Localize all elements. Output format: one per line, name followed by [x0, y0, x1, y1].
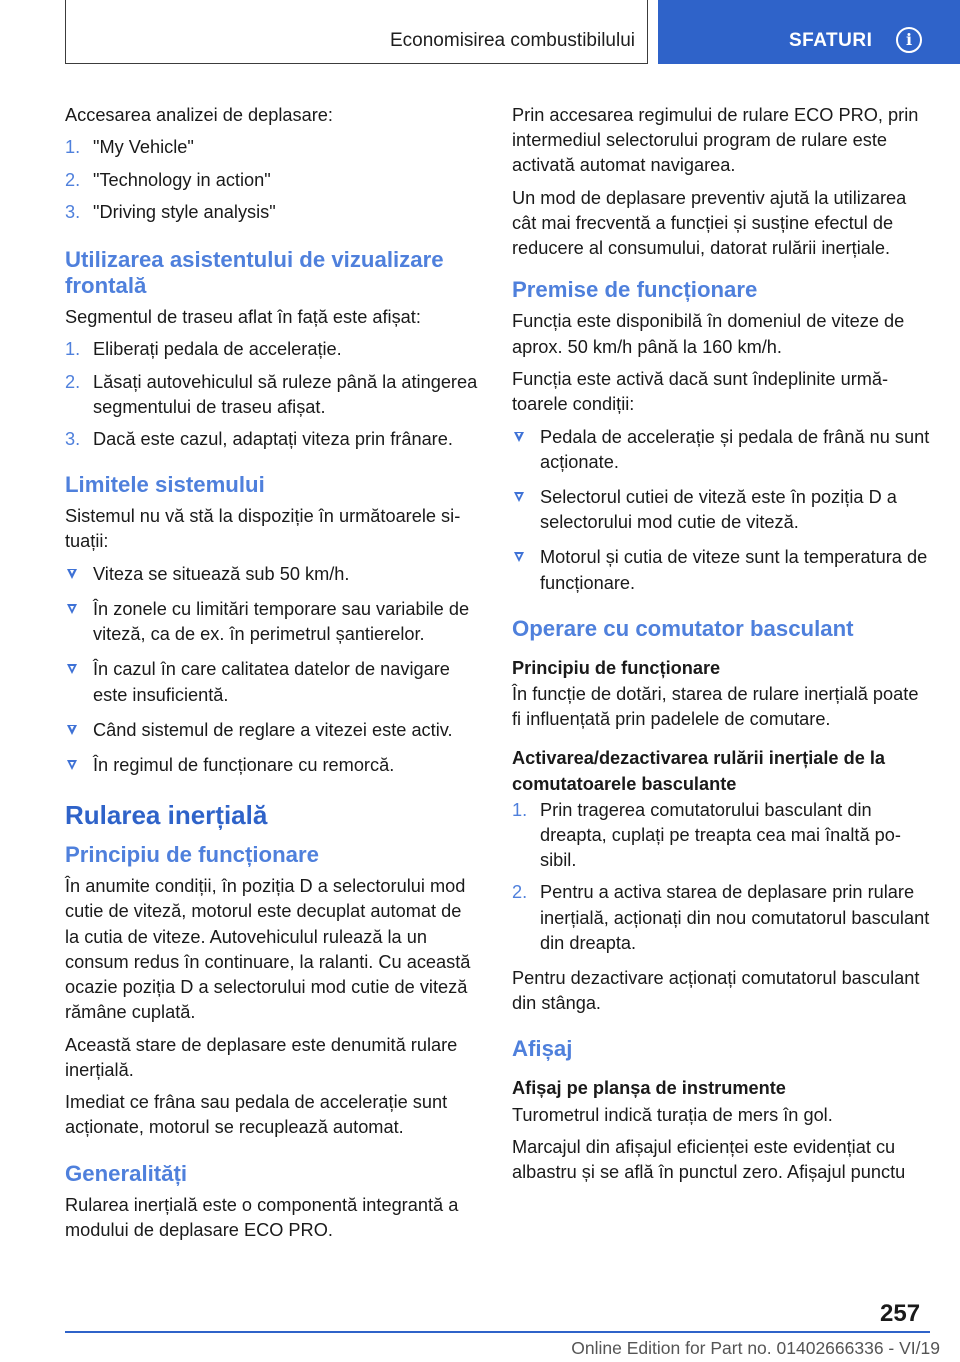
rocker-paragraph: Pentru dezactivare acționați comutatorul basculant din stânga. [512, 968, 920, 1014]
hud-steps [65, 337, 480, 452]
list-item: 3. Dacă este cazul, adaptați viteza prin frânare. [65, 429, 453, 449]
section-title: Economisirea combustibilului [390, 30, 635, 51]
rocker-steps [512, 798, 930, 956]
coasting-heading: Rularea inerțială [65, 800, 268, 831]
display-subheading: Afișaj pe planșa de instrumente [512, 1078, 786, 1099]
rocker-activation-subheading: Activarea/dezactivarea rulării inerțiale de la comutatoarele basculante [512, 748, 886, 794]
list-item: Viteza se situează sub 50 km/h. [65, 562, 480, 587]
principle-paragraph: Această stare de deplasare este denumită rulare inerțială. [65, 1034, 458, 1080]
list-item: În regimul de funcționare cu remorcă. [65, 753, 480, 778]
triangle-bullet-icon [67, 664, 77, 674]
chapter-tab-label: SFATURI [789, 30, 873, 51]
list-item: 2. Lăsați autovehiculul să ruleze până la atingerea segmentului de traseu afișat. [65, 371, 478, 417]
triangle-bullet-icon [514, 492, 524, 502]
list-item: Motorul și cutia de viteze sunt la temperatura de funcționare. [512, 545, 930, 595]
eco-pro-paragraph: Prin accesarea regimului de rulare ECO PRO, prin intermediul selectorului program de rulare este activată automat navigarea. [512, 105, 919, 176]
triangle-bullet-icon [514, 552, 524, 562]
list-item: 1. Eliberați pedala de accelerație. [65, 339, 342, 360]
prerequisites-paragraph: Funcția este disponibilă în domeniul de viteze de aprox. 50 km/h până la 160 km/h. [512, 311, 905, 357]
eco-pro-paragraph: Un mod de deplasare preventiv ajută la utilizarea cât mai frecventă a funcției și susține efectul de reducere al consumului, datorat rulării inerțiale. [512, 187, 907, 259]
limits-heading: Limitele sistemului [65, 472, 265, 498]
principle-paragraph: În anumite condiții, în poziția D a selectorului mod cutie de viteză, motorul este decuplat automat de la cutia de viteze. Autovehiculul rulează la un consum redus în continuare, la ralanti. Cu această ocazie poziția D a selectorului mod cutie de viteză rămâne cuplată. [65, 876, 471, 1023]
footer-edition: Online Edition for Part no. 01402666336 - VI/19 [571, 1338, 940, 1358]
list-item: 1. Prin tragerea comutatorului basculant din dreapta, cuplați pe treapta cea mai înaltă posibil. [512, 799, 901, 871]
list-item: 3. "Driving style analysis" [65, 201, 276, 222]
limits-text: Sistemul nu vă stă la dispoziție în următoarele situații: [65, 506, 461, 552]
rocker-paragraph: În funcție de dotări, starea de rulare inerțială poate fi influențată prin padelele de comutare. [512, 684, 919, 730]
analysis-steps [65, 135, 480, 225]
list-item: Când sistemul de reglare a vitezei este activ. [65, 718, 480, 743]
hud-text: Segmentul de traseu aflat în față este afișat: [65, 307, 421, 327]
triangle-bullet-icon [67, 569, 77, 579]
prerequisites-list [512, 425, 930, 596]
prerequisites-paragraph: Funcția este activă dacă sunt îndeplinite următoarele condiții: [512, 369, 889, 415]
display-paragraph: Turometrul indică turația de mers în gol. [512, 1104, 833, 1125]
list-item: Selectorul cutiei de viteză este în poziția D a selectorului mod cutie de viteză. [512, 485, 930, 535]
list-item: Pedala de accelerație și pedala de frână nu sunt acționate. [512, 425, 930, 475]
limits-list [65, 562, 480, 778]
section-header [65, 0, 648, 64]
general-heading: Generalități [65, 1160, 188, 1186]
info-icon: i [896, 27, 922, 53]
display-paragraph: Marcajul din afișajul eficienței este evidențiat cu albastru și se află în punctul zero. Afișajul punctu [512, 1137, 906, 1183]
triangle-bullet-icon [514, 432, 524, 442]
chapter-tab[interactable] [658, 0, 960, 64]
principle-paragraph: Imediat ce frâna sau pedala de accelerație sunt acționate, motorul se recuplează automat. [65, 1092, 448, 1138]
list-item: În cazul în care calitatea datelor de navigare este insuficientă. [65, 657, 480, 707]
list-item: În zonele cu limitări temporare sau variabile de viteză, ca de ex. în perimetrul șantierelor. [65, 597, 480, 647]
display-heading: Afișaj [512, 1036, 573, 1062]
analysis-intro: Accesarea analizei de deplasare: [65, 105, 333, 125]
list-item: 1. "My Vehicle" [65, 137, 194, 158]
list-item: 2. Pentru a activa starea de deplasare prin rulare inerțială, acționați din nou comutatorul basculant din dreapta. [512, 882, 930, 953]
footer-divider [65, 1331, 930, 1333]
page-number: 257 [880, 1300, 921, 1327]
list-item: 2. "Technology in action" [65, 169, 271, 190]
rocker-principle-subheading: Principiu de funcționare [512, 657, 721, 678]
prerequisites-heading: Premise de funcționare [512, 277, 758, 303]
general-paragraph: Rularea inerțială este o componentă integrantă a modului de deplasare ECO PRO. [65, 1194, 459, 1240]
hud-heading: Utilizarea asistentului de vizualizare frontală [65, 247, 444, 298]
principle-heading: Principiu de funcționare [65, 842, 319, 868]
left-column [65, 103, 480, 1250]
triangle-bullet-icon [67, 725, 77, 735]
triangle-bullet-icon [67, 604, 77, 614]
right-column [512, 103, 930, 1193]
triangle-bullet-icon [67, 760, 77, 770]
rocker-switch-heading: Operare cu comutator basculant [512, 615, 854, 641]
